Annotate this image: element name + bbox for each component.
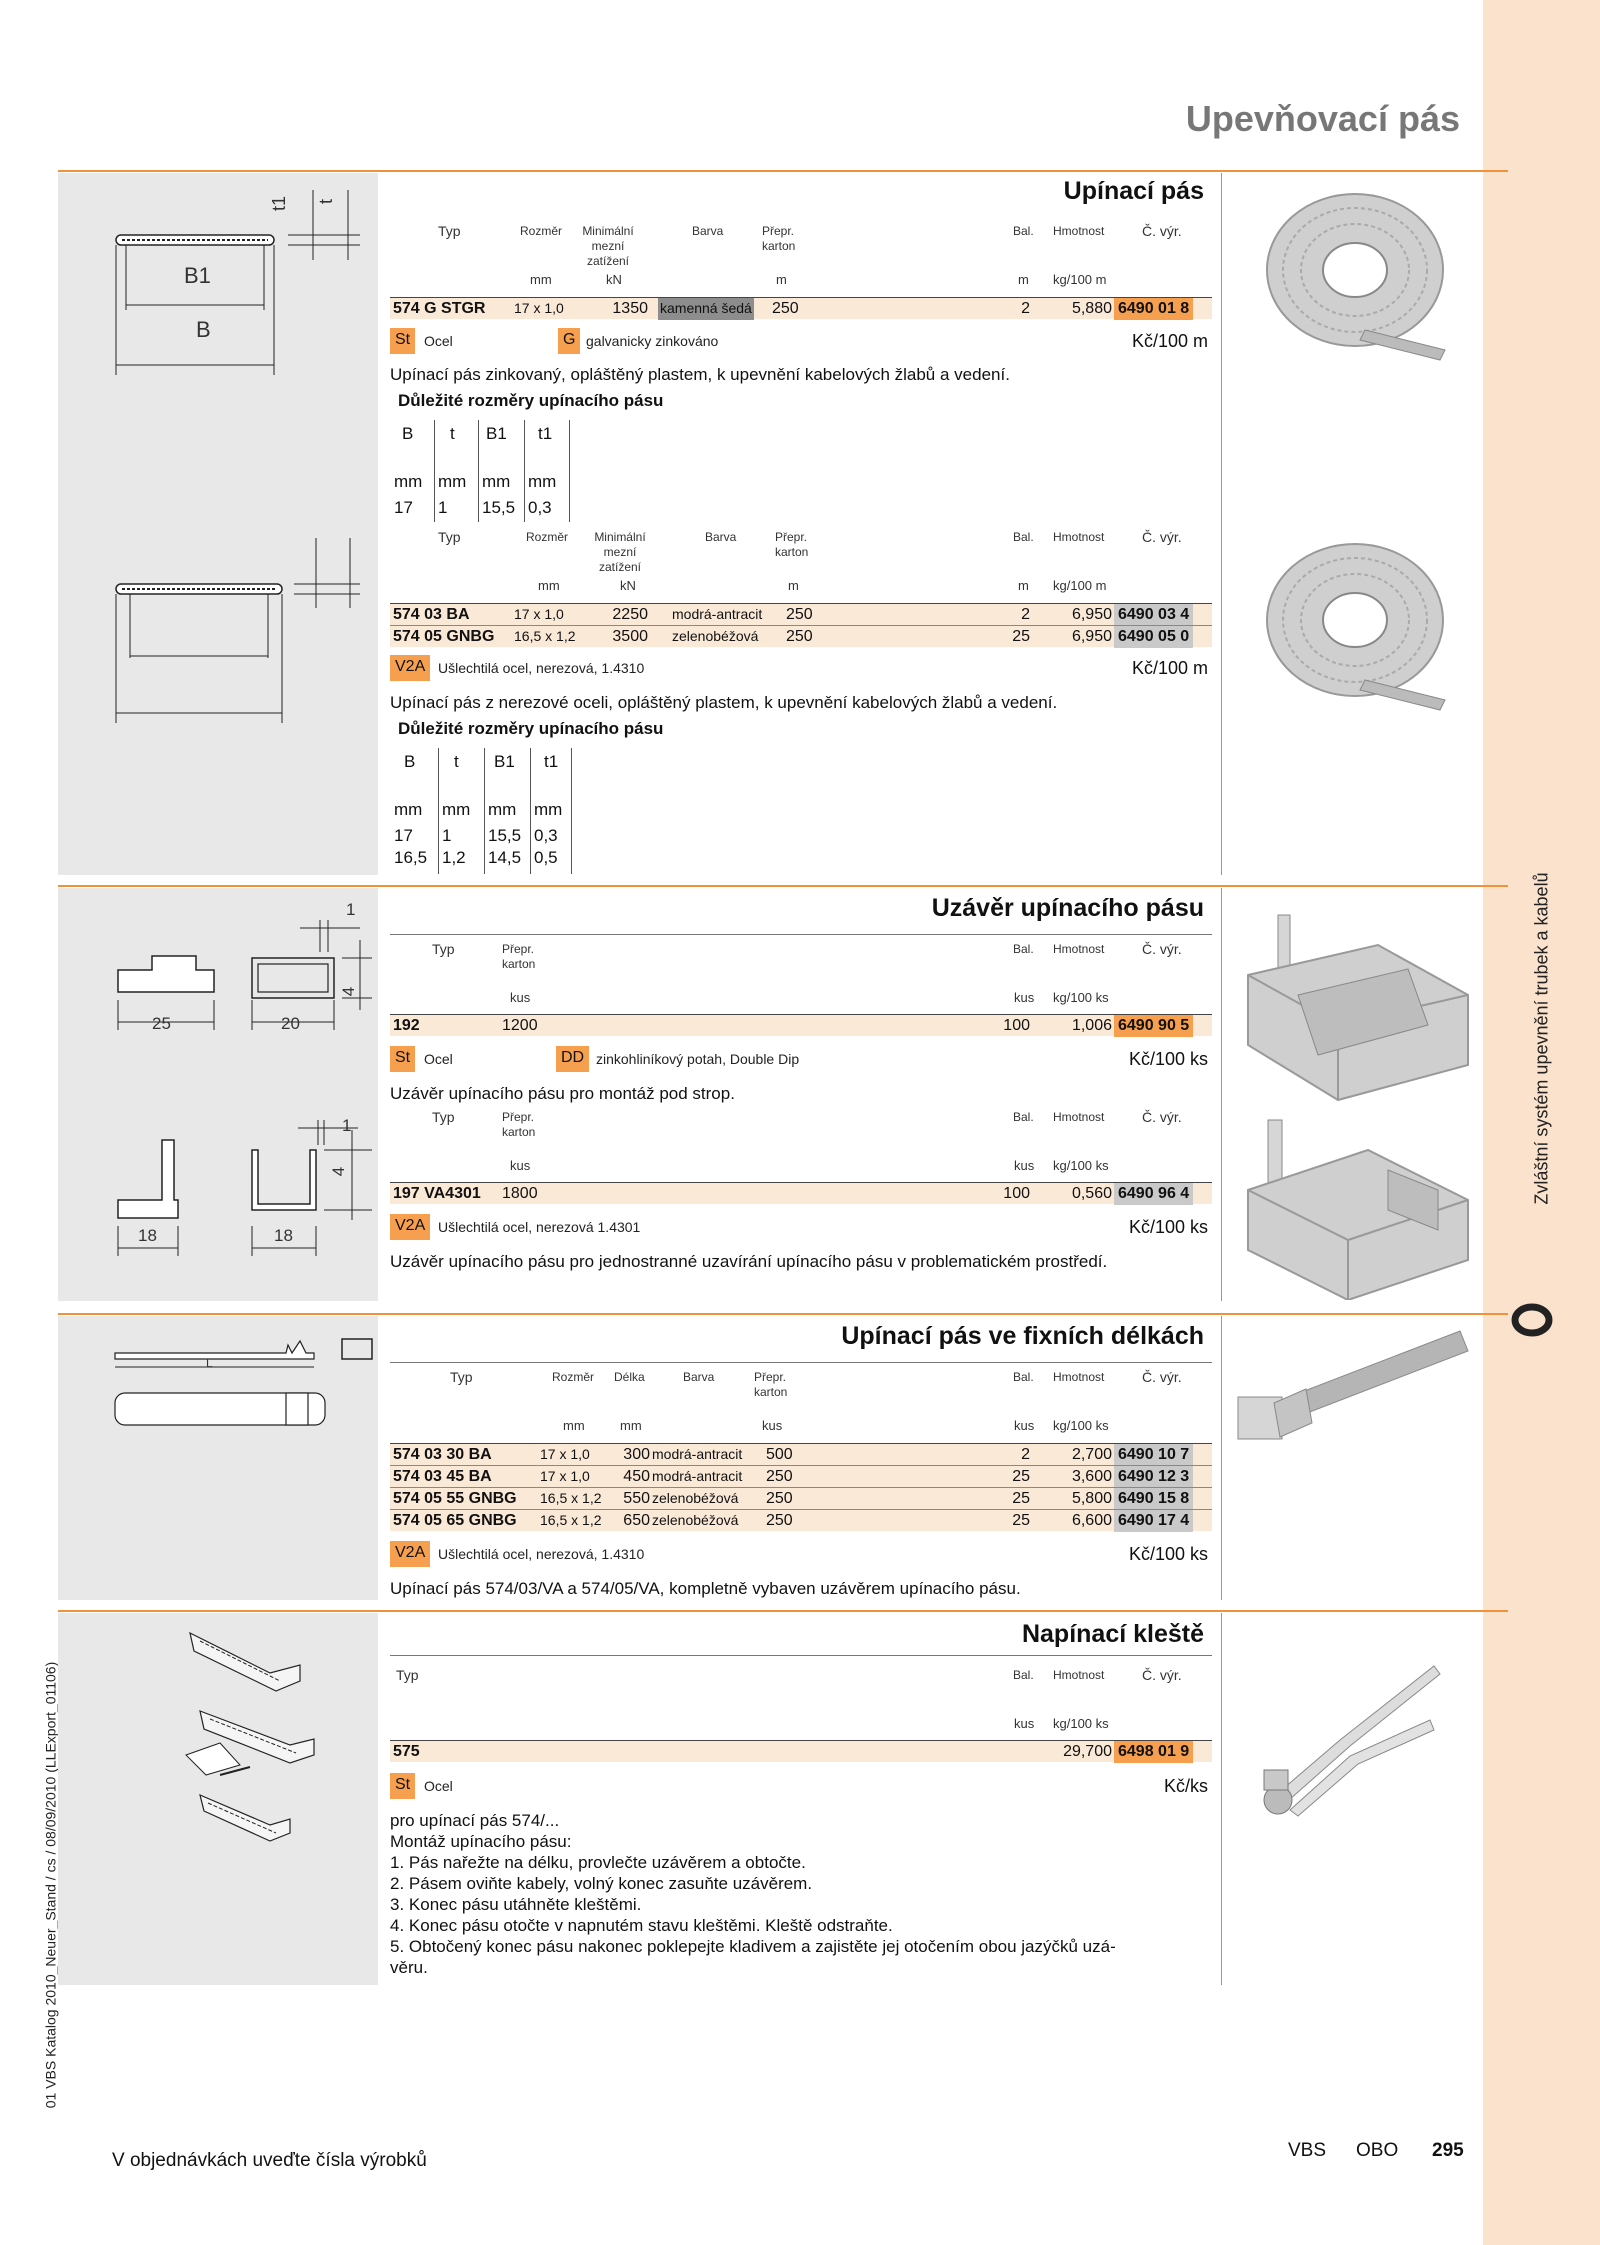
product-description: Upínací pás z nerezové oceli, opláštěný plastem, k upevnění kabelových žlabů a vedení. bbox=[390, 693, 1058, 712]
dim-label: 1 bbox=[342, 1116, 352, 1135]
dim-label-t: t bbox=[316, 198, 337, 205]
col-cvyr: Č. výr. bbox=[1142, 223, 1182, 239]
brand-obo: OBO bbox=[1356, 2140, 1399, 2161]
table-row: 574 05 GNBG 16,5 x 1,2 3500 zelenobéžová 250 25 6,950 6490 05 0 bbox=[390, 625, 1212, 647]
instruction-line: 2. Pásem oviňte kabely, volný konec zasuňte uzávěrem. bbox=[390, 1874, 813, 1893]
tensioning-pliers-photo bbox=[1250, 1660, 1450, 1820]
product-description: Upínací pás zinkovaný, opláštěný plastem, k upevnění kabelových žlabů a vedení. bbox=[390, 365, 1010, 384]
col-hmotnost: Hmotnost bbox=[1053, 1110, 1105, 1124]
material-row: V2A Ušlechtilá ocel, nerezová 1.4301 Kč/100 ks bbox=[390, 1214, 1212, 1240]
dim-label: 25 bbox=[152, 1014, 171, 1033]
material-code: V2A bbox=[390, 1214, 430, 1240]
unit-bal: kus bbox=[1014, 1418, 1035, 1433]
band-cross-section-drawing-2 bbox=[108, 528, 378, 728]
column-rule bbox=[1221, 173, 1222, 875]
unit-rozmer: mm bbox=[538, 578, 560, 593]
dim-label: 18 bbox=[138, 1226, 157, 1245]
dim-label-t1: t1 bbox=[269, 195, 290, 212]
unit-bal: m bbox=[1018, 578, 1029, 593]
unit-hmotnost: kg/100 m bbox=[1053, 272, 1107, 287]
unit-rozmer: mm bbox=[563, 1418, 585, 1433]
band-coil-photo-2 bbox=[1240, 530, 1470, 730]
unit-hmotnost: kg/100 ks bbox=[1053, 1158, 1109, 1173]
table-row: 192 1200 100 1,006 6490 90 5 bbox=[390, 1014, 1212, 1036]
article-number: 6490 01 8 bbox=[1114, 298, 1193, 320]
article-number: 6490 03 4 bbox=[1114, 604, 1193, 626]
material-row: St Ocel DD zinkohliníkový potah, Double Dip Kč/100 ks bbox=[390, 1046, 1212, 1072]
fixed-length-band-photo bbox=[1228, 1325, 1478, 1455]
dim-label: 4 bbox=[329, 1166, 349, 1177]
article-number: 6490 17 4 bbox=[1114, 1510, 1193, 1532]
dim-label-b: B bbox=[196, 317, 211, 342]
order-note: V objednávkách uveďte čísla výrobků bbox=[112, 2150, 427, 2171]
catalog-export-note: 01 VBS Katalog 2010_Neuer_Stand / cs / 08/09/2010 (LLExport_01106) bbox=[42, 1661, 59, 2109]
unit-bal: m bbox=[1018, 272, 1029, 287]
col-typ: Typ bbox=[432, 941, 455, 957]
table-row: 197 VA4301 1800 100 0,560 6490 96 4 bbox=[390, 1182, 1212, 1204]
table-rule bbox=[390, 1655, 1212, 1656]
side-label: Zvláštní systém upevnění trubek a kabelů bbox=[1531, 871, 1552, 1205]
buckle-photo-2 bbox=[1228, 1110, 1478, 1300]
unit-rozmer: mm bbox=[530, 272, 552, 287]
col-cvyr: Č. výr. bbox=[1142, 941, 1182, 957]
unit-prepr: kus bbox=[510, 990, 531, 1005]
col-min: Minimální mezní zatížení bbox=[582, 224, 634, 268]
unit-hmotnost: kg/100 m bbox=[1053, 578, 1107, 593]
unit-bal: kus bbox=[1014, 1716, 1035, 1731]
article-number: 6498 01 9 bbox=[1114, 1741, 1193, 1763]
dims-table: B t B1 t1 mm mm mm mm 17 1 15,5 0,3 bbox=[390, 420, 570, 522]
unit-delka: mm bbox=[620, 1418, 642, 1433]
col-prepr: Přepr. karton bbox=[775, 530, 809, 559]
dim-label-b1: B1 bbox=[184, 263, 211, 288]
unit-prepr: m bbox=[788, 578, 799, 593]
material-row: St Ocel Kč/ks bbox=[390, 1773, 1212, 1799]
col-barva: Barva bbox=[683, 1370, 715, 1384]
article-number: 6490 10 7 bbox=[1114, 1444, 1193, 1466]
instruction-line: pro upínací pás 574/... bbox=[390, 1811, 560, 1830]
band-ring-icon bbox=[1510, 1300, 1554, 1340]
col-rozmer: Rozměr bbox=[520, 224, 563, 238]
page-title: Upevňovací pás bbox=[1185, 98, 1460, 139]
dim-label: 4 bbox=[339, 986, 359, 997]
unit-hmotnost: kg/100 ks bbox=[1053, 1418, 1109, 1433]
article-number: 6490 05 0 bbox=[1114, 626, 1193, 648]
article-number: 6490 96 4 bbox=[1114, 1183, 1193, 1205]
section-title: Upínací pás bbox=[1063, 177, 1204, 205]
material-row: V2A Ušlechtilá ocel, nerezová, 1.4310 Kč/100 ks bbox=[390, 1541, 1212, 1567]
instruction-line: 3. Konec pásu utáhněte kleštěmi. bbox=[390, 1895, 642, 1914]
col-hmotnost: Hmotnost bbox=[1053, 530, 1105, 544]
col-bal: Bal. bbox=[1013, 1668, 1034, 1682]
col-rozmer: Rozměr bbox=[552, 1370, 595, 1384]
material-row: V2A Ušlechtilá ocel, nerezová, 1.4310 Kč/100 m bbox=[390, 655, 1212, 681]
unit-bal: kus bbox=[1014, 990, 1035, 1005]
unit-bal: kus bbox=[1014, 1158, 1035, 1173]
price-unit: Kč/100 ks bbox=[1128, 1217, 1208, 1237]
col-prepr: Přepr. karton bbox=[762, 224, 796, 253]
unit-min: kN bbox=[606, 272, 622, 287]
dims-title: Důležité rozměry upínacího pásu bbox=[398, 719, 664, 738]
table-row: 574 05 65 GNBG 16,5 x 1,2 650 zelenobéžová 250 25 6,600 6490 17 4 bbox=[390, 1509, 1212, 1531]
unit-hmotnost: kg/100 ks bbox=[1053, 990, 1109, 1005]
unit-prepr: m bbox=[776, 272, 787, 287]
section-divider bbox=[58, 170, 1508, 172]
mounting-steps-drawing bbox=[180, 1625, 330, 1855]
column-rule bbox=[1221, 888, 1222, 1301]
col-hmotnost: Hmotnost bbox=[1053, 1370, 1105, 1384]
buckle-photo bbox=[1228, 905, 1478, 1105]
material-code: St bbox=[390, 1773, 415, 1799]
unit-prepr: kus bbox=[510, 1158, 531, 1173]
dims-table: B t B1 t1 mm mm mm mm 17 1 15,5 0,3 16,5 1,2 14,5 0,5 bbox=[390, 748, 572, 874]
col-barva: Barva bbox=[692, 224, 724, 238]
instruction-line: věru. bbox=[390, 1958, 428, 1977]
dim-label: 20 bbox=[281, 1014, 300, 1033]
col-hmotnost: Hmotnost bbox=[1053, 942, 1105, 956]
table-rule bbox=[390, 1362, 1212, 1363]
page-number: 295 bbox=[1432, 2140, 1464, 2161]
table-rule bbox=[390, 934, 1212, 935]
col-cvyr: Č. výr. bbox=[1142, 1109, 1182, 1125]
col-cvyr: Č. výr. bbox=[1142, 1667, 1182, 1683]
section-divider bbox=[58, 1610, 1508, 1612]
material-code: St bbox=[390, 1046, 415, 1072]
col-prepr: Přepr. karton bbox=[502, 942, 536, 971]
col-typ: Typ bbox=[438, 223, 461, 239]
table-row: 574 03 BA 17 x 1,0 2250 modrá-antracit 250 2 6,950 6490 03 4 bbox=[390, 603, 1212, 625]
brand-vbs: VBS bbox=[1288, 2140, 1327, 2161]
table-row: 575 29,700 6498 01 9 bbox=[390, 1740, 1212, 1762]
col-cvyr: Č. výr. bbox=[1142, 529, 1182, 545]
col-typ: Typ bbox=[396, 1667, 419, 1683]
unit-min: kN bbox=[620, 578, 636, 593]
product-description: Uzávěr upínacího pásu pro montáž pod strop. bbox=[390, 1084, 735, 1103]
dim-label: 1 bbox=[346, 900, 356, 919]
col-hmotnost: Hmotnost bbox=[1053, 1668, 1105, 1682]
price-unit: Kč/100 ks bbox=[1128, 1049, 1208, 1069]
col-delka: Délka bbox=[614, 1370, 645, 1384]
finish-code: G bbox=[558, 328, 580, 354]
article-number: 6490 90 5 bbox=[1114, 1015, 1193, 1037]
unit-prepr: kus bbox=[762, 1418, 783, 1433]
product-description: Upínací pás 574/03/VA a 574/05/VA, kompletně vybaven uzávěrem upínacího pásu. bbox=[390, 1579, 1021, 1598]
column-rule bbox=[1221, 1316, 1222, 1600]
col-bal: Bal. bbox=[1013, 1110, 1034, 1124]
col-bal: Bal. bbox=[1013, 530, 1034, 544]
band-coil-photo bbox=[1240, 180, 1470, 380]
price-unit: Kč/100 m bbox=[1131, 658, 1208, 678]
col-typ: Typ bbox=[432, 1109, 455, 1125]
material-code: V2A bbox=[390, 1541, 430, 1567]
table-row: 574 03 45 BA 17 x 1,0 450 modrá-antracit 250 25 3,600 6490 12 3 bbox=[390, 1465, 1212, 1487]
col-typ: Typ bbox=[438, 529, 461, 545]
instruction-line: Montáž upínacího pásu: bbox=[390, 1832, 572, 1851]
section-divider bbox=[58, 885, 1508, 887]
col-hmotnost: Hmotnost bbox=[1053, 224, 1105, 238]
section-title: Napínací kleště bbox=[1021, 1620, 1204, 1648]
price-unit: Kč/ks bbox=[1163, 1776, 1208, 1796]
dim-label-l: L bbox=[206, 1356, 213, 1370]
instruction-line: 5. Obtočený konec pásu nakonec poklepejte kladivem a zajistěte jej otočením obou jazýčků uzá- bbox=[390, 1937, 1116, 1956]
col-rozmer: Rozměr bbox=[526, 530, 569, 544]
material-row: St Ocel G galvanicky zinkováno Kč/100 m bbox=[390, 328, 1212, 354]
instruction-line: 1. Pás nařežte na délku, provlečte uzávěrem a obtočte. bbox=[390, 1853, 806, 1872]
col-min: Minimální mezní zatížení bbox=[594, 530, 646, 574]
col-prepr: Přepr. karton bbox=[754, 1370, 788, 1399]
section-title: Upínací pás ve fixních délkách bbox=[841, 1322, 1204, 1350]
table-row: 574 03 30 BA 17 x 1,0 300 modrá-antracit 500 2 2,700 6490 10 7 bbox=[390, 1443, 1212, 1465]
section-title: Uzávěr upínacího pásu bbox=[931, 894, 1204, 922]
unit-hmotnost: kg/100 ks bbox=[1053, 1716, 1109, 1731]
product-description: Uzávěr upínacího pásu pro jednostranné uzavírání upínacího pásu v problematickém prostředí. bbox=[390, 1252, 1108, 1271]
material-code: St bbox=[390, 328, 415, 354]
col-prepr: Přepr. karton bbox=[502, 1110, 536, 1139]
band-cross-section-drawing bbox=[108, 180, 378, 380]
material-code: V2A bbox=[390, 655, 430, 681]
table-row: 574 G STGR 17 x 1,0 1350 kamenná šedá 250 2 5,880 6490 01 8 bbox=[390, 297, 1212, 319]
column-rule bbox=[1221, 1613, 1222, 1985]
col-typ: Typ bbox=[450, 1369, 473, 1385]
table-row: 574 05 55 GNBG 16,5 x 1,2 550 zelenobéžová 250 25 5,800 6490 15 8 bbox=[390, 1487, 1212, 1509]
price-unit: Kč/100 m bbox=[1131, 331, 1208, 351]
dims-title: Důležité rozměry upínacího pásu bbox=[398, 391, 664, 410]
finish-code: DD bbox=[556, 1046, 589, 1072]
col-barva: Barva bbox=[705, 530, 737, 544]
instruction-line: 4. Konec pásu otočte v napnutém stavu kleštěmi. Kleště odstraňte. bbox=[390, 1916, 893, 1935]
article-number: 6490 15 8 bbox=[1114, 1488, 1193, 1510]
section-divider bbox=[58, 1313, 1508, 1315]
col-cvyr: Č. výr. bbox=[1142, 1369, 1182, 1385]
col-bal: Bal. bbox=[1013, 942, 1034, 956]
dim-label: 18 bbox=[274, 1226, 293, 1245]
fixed-length-band-drawing bbox=[110, 1325, 378, 1435]
price-unit: Kč/100 ks bbox=[1128, 1544, 1208, 1564]
col-bal: Bal. bbox=[1013, 224, 1034, 238]
article-number: 6490 12 3 bbox=[1114, 1466, 1193, 1488]
col-bal: Bal. bbox=[1013, 1370, 1034, 1384]
